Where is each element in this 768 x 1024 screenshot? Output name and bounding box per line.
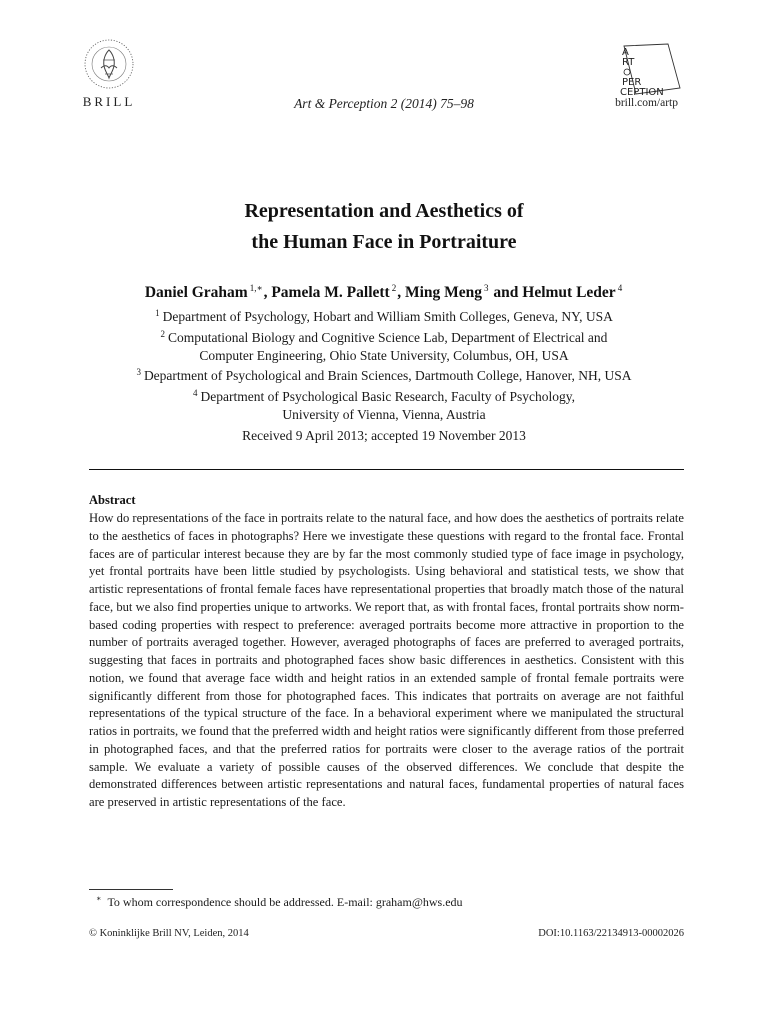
affiliation-text: Department of Psychological and Brain Sciences, Dartmouth College, Hanover, NH, USA [143,368,632,384]
author-separator: , [397,284,405,301]
title-line: Representation and Aesthetics of [244,200,524,222]
journal-citation: Art & Perception 2 (2014) 75–98 [294,96,474,111]
affiliation-text: Computer Engineering, Ohio State University, Columbus, OH, USA [199,347,569,363]
brill-seal-icon [83,38,135,90]
footnote-divider [89,889,173,890]
title-line: the Human Face in Portraiture [251,231,517,253]
affiliation-text: University of Vienna, Vienna, Austria [282,406,486,422]
affiliation-mark: 1 [155,308,160,318]
affiliation-line [0,385,768,406]
author-marks: 3 [484,283,489,293]
section-divider [89,469,684,470]
ap-logo-line-4: PER [622,77,642,88]
ap-logo-line-2: RT [622,57,635,68]
author-name: Pamela M. Pallett [271,284,390,301]
ap-logo-line-5: CEPTION [620,87,664,98]
author-name: Daniel Graham [144,284,248,301]
author-marks: 1,∗ [249,283,263,293]
correspondence-footnote [96,894,463,910]
author-marks: 2 [391,283,397,293]
author-name: Helmut Leder [522,284,616,301]
ap-logo-mark-icon [624,69,630,75]
affiliation-line [0,326,768,347]
article-title [0,196,768,258]
affiliation-mark: 3 [136,367,141,378]
copyright-notice: © Koninklijke Brill NV, Leiden, 2014 [89,928,249,939]
journal-url-link[interactable]: brill.com/artp [615,97,678,109]
affiliation-mark: 4 [193,388,198,399]
affiliation-text: Department of Psychology, Hobart and William Smith Colleges, Geneva, NY, USA [162,309,613,324]
doi-link[interactable]: DOI:10.1163/22134913-00002026 [538,928,684,939]
affiliation-text: Department of Psychological Basic Research, Faculty of Psychology, [200,389,575,405]
affiliation-line [0,406,768,424]
author-name: Ming Meng [404,284,483,301]
affiliation-mark: 2 [160,328,166,339]
abstract-body: How do representations of the face in portraits relate to the natural face, and how does the aesthetics of portraits relate to the aesthetics of faces in photographs? Here we investigate these questions with regard to the frontal face. Frontal faces are of particular interest because they are by far the most commonly studied type of face image in psychology, yet frontal portraits have been little studied by psychologists. Using behavioral and statistical tests, we show that artistic representations of frontal female faces have representational properties that broadly match those of the natural face, but we also find properties unique to artworks. We report that, as with frontal faces, frontal portraits show norm-based coding properties with respect to preference: averaged portraits become more attractive in proportion to the number of portraits averaged together. However, averaged photographs of faces are preferred to averaged portraits, suggesting that faces in portraits and photographed faces show basic differences in aesthetics. Consistent with this notion, we found that average face width and height ratios in an extended sample of frontal female portraits were significantly different from those for photographed faces. This indicates that portraits on average are not faithful representations of the typical structure of the face. In a behavioral experiment where we manipulated the structural ratios in portraits, we found that the preferred width and height ratios were significantly different from those preferred in photographed faces, and that the preferred ratios for portraits were closer to the average ratios of the portrait sample. We evaluate a variety of possible causes of the observed differences. We conclude that despite the demonstrated differences between artistic representations and natural faces, fundamental properties of natural faces are preserved in artistic representations of the face. [89,511,684,809]
author-marks: 4 [617,283,623,293]
affiliation-list [0,305,768,424]
received-dates: Received 9 April 2013; accepted 19 November 2013 [242,428,526,443]
affiliation-line [0,347,768,365]
author-separator: and [489,284,523,301]
affiliation-line [0,305,768,326]
affiliation-text: Computational Biology and Cognitive Science Lab, Department of Electrical and [168,329,608,345]
footnote-text: To whom correspondence should be addressed. E-mail: graham@hws.edu [107,895,463,909]
author-separator: , [263,284,272,301]
affiliation-line [0,364,768,385]
ap-logo-line-1: A [622,47,629,58]
publisher-name: BRILL [82,94,136,109]
art-perception-logo [618,42,686,98]
author-list [0,283,768,302]
abstract-heading: Abstract [89,493,136,507]
footnote-mark: ∗ [96,894,102,903]
